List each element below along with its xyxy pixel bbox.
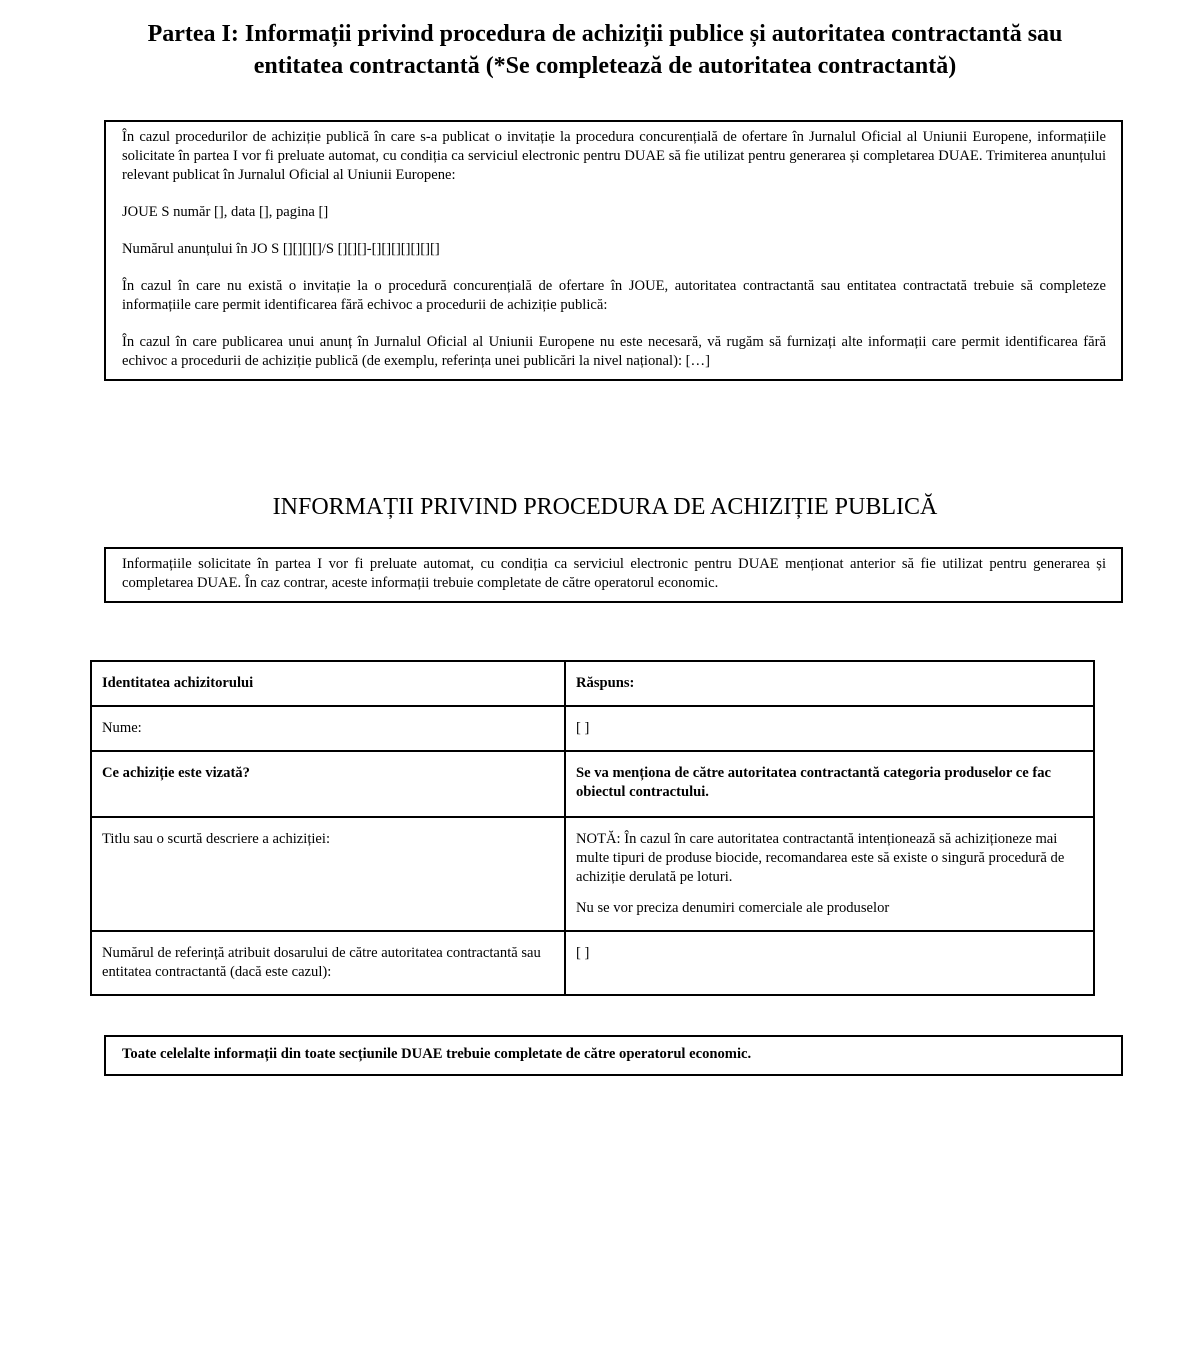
table-row: [91, 706, 1094, 751]
table-row: [91, 751, 1094, 817]
footer-box-text: Toate celelalte informații din toate secțiunile DUAE trebuie completate de către operatorul economic.: [122, 1046, 752, 1062]
title-description-label: Titlu sau o scurtă descriere a achiziției:: [91, 817, 565, 931]
header-answer-cell: Răspuns:: [565, 661, 1094, 706]
procurement-identity-table: [90, 660, 1095, 996]
table-row: [91, 817, 1094, 931]
procurement-object-label: Ce achiziție este vizată?: [91, 751, 565, 817]
footer-box: [104, 1035, 1123, 1076]
title-note-paragraph: NOTĂ: În cazul în care autoritatea contractantă intenționează să achiziționeze mai multe tipuri de produse biocide, recomandarea este să existe o singură procedură de achiziție derulată pe loturi.: [576, 831, 1065, 885]
reference-number-field[interactable]: [ ]: [565, 931, 1094, 995]
section-heading: INFORMAȚII PRIVIND PROCEDURA DE ACHIZIȚIE PUBLICĂ: [272, 494, 938, 520]
title-trade-names-note: Nu se vor preciza denumiri comerciale ale produselor: [576, 900, 890, 916]
name-value-field[interactable]: [ ]: [565, 706, 1094, 751]
info-box: [104, 547, 1123, 603]
header-identity-cell: Identitatea achizitorului: [91, 661, 565, 706]
notice-number-line: Numărul anunțului în JO S [][][][]/S [][][]-[][][][][][][]: [122, 241, 440, 257]
joue-reference-line: JOUE S număr [], data [], pagina []: [122, 204, 329, 220]
intro-paragraph-5: În cazul în care publicarea unui anunț în Jurnalul Oficial al Uniunii Europene nu este necesară, vă rugăm să furnizați alte informații care permit identificarea fără echivoc a procedurii de achiziție publică (de exemplu, referința unei publicări la nivel național): […]: [122, 334, 1106, 369]
page-title: Partea I: Informații privind procedura de achiziții publice și autoritatea contractantă sau entitatea contractantă (*Se completează de autoritatea contractantă): [147, 21, 1063, 79]
intro-box: [104, 120, 1123, 381]
intro-paragraph-1: În cazul procedurilor de achiziție publică în care s-a publicat o invitație la procedura concurențială de ofertare în Jurnalul Oficial al Uniunii Europene, informațiile solicitate în partea I vor fi preluate automat, cu condiția ca serviciul electronic pentru DUAE să fie utilizat pentru generarea și completarea DUAE. Trimiterea anunțului relevant publicat în Jurnalul Oficial al Uniunii Europene:: [122, 129, 1106, 183]
title-description-value: [565, 817, 1094, 931]
reference-number-label: Numărul de referință atribuit dosarului de către autoritatea contractantă sau entitatea contractantă (dacă este cazul):: [91, 931, 565, 995]
intro-paragraph-4: În cazul în care nu există o invitație la o procedură concurențială de ofertare în JOUE, autoritatea contractantă sau entitatea contractată trebuie să completeze informațiile care permit identificarea fără echivoc a procedurii de achiziție publică:: [122, 278, 1106, 313]
procurement-object-value: Se va menționa de către autoritatea contractantă categoria produselor ce fac obiectul contractului.: [565, 751, 1094, 817]
table-row: [91, 931, 1094, 995]
name-label: Nume:: [91, 706, 565, 751]
info-box-text: Informațiile solicitate în partea I vor fi preluate automat, cu condiția ca serviciul electronic pentru DUAE menționat anterior să fie utilizat pentru generarea și completarea DUAE. În caz contrar, aceste informații trebuie completate de către operatorul economic.: [122, 556, 1106, 591]
table-header-row: [91, 661, 1094, 706]
